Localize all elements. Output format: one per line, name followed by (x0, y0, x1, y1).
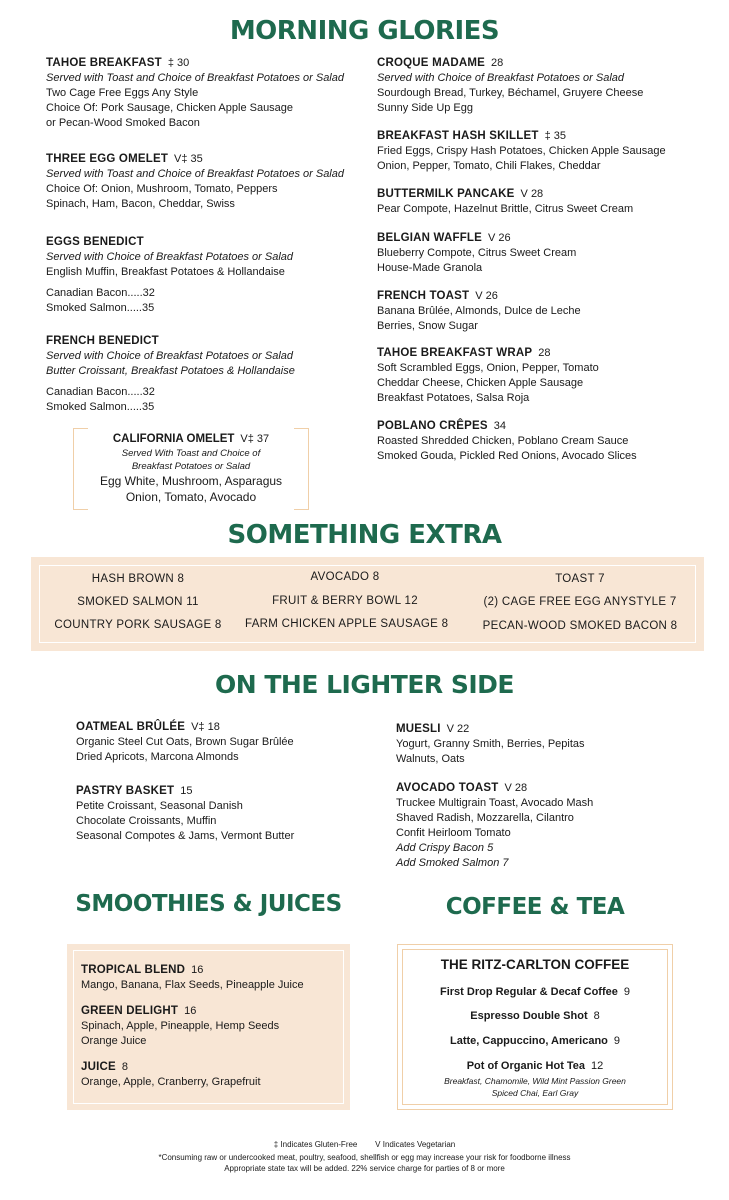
item-desc: Seasonal Compotes & Jams, Vermont Butter (76, 830, 295, 842)
extra-item: FARM CHICKEN APPLE SAUSAGE 8 (245, 618, 449, 630)
item-addon: Add Smoked Salmon 7 (396, 857, 509, 869)
item-desc: Blueberry Compote, Citrus Sweet Cream (377, 247, 577, 259)
extra-item: PECAN-WOOD SMOKED BACON 8 (482, 620, 678, 632)
item-name: BELGIAN WAFFLE (377, 232, 483, 244)
item-note: Breakfast Potatoes or Salad (131, 461, 251, 472)
menu-item-muesli (396, 722, 585, 767)
menu-item-tahoe-breakfast (46, 56, 344, 131)
item-note: Butter Croissant, Breakfast Potatoes & Hollandaise (46, 365, 295, 377)
item-price: ‡ 35 (544, 130, 566, 142)
menu-item-tahoe-breakfast-wrap (377, 346, 599, 406)
item-desc: Organic Steel Cut Oats, Brown Sugar Brûlée (76, 736, 294, 748)
item-desc: Confit Heirloom Tomato (396, 827, 511, 839)
section-title-smoothies-juices: SMOOTHIES & JUICES (75, 891, 342, 917)
item-name: CALIFORNIA OMELET (112, 433, 235, 445)
item-desc: Dried Apricots, Marcona Almonds (76, 751, 239, 763)
item-price: 28 (491, 57, 504, 69)
extra-item: TOAST 7 (555, 573, 605, 585)
item-desc: Walnuts, Oats (396, 753, 465, 765)
item-option: Smoked Salmon.....35 (46, 302, 155, 314)
item-desc: Smoked Gouda, Pickled Red Onions, Avocado Slices (377, 450, 637, 462)
item-desc: or Pecan-Wood Smoked Bacon (46, 117, 200, 129)
item-price: V 26 (488, 232, 511, 244)
extra-item: (2) CAGE FREE EGG ANYSTYLE 7 (483, 596, 677, 608)
item-price: 8 (593, 1010, 600, 1022)
item-desc: Chocolate Croissants, Muffin (76, 815, 217, 827)
footer-legend: ‡ Indicates Gluten-Free V Indicates Vegetarian (273, 1140, 456, 1149)
item-name: TAHOE BREAKFAST (46, 57, 162, 69)
menu-item-belgian-waffle (377, 231, 576, 276)
item-price: 28 (538, 347, 551, 359)
extra-item: FRUIT & BERRY BOWL 12 (272, 595, 418, 607)
item-note: Served with Toast and Choice of Breakfast Potatoes or Salad (46, 72, 344, 84)
item-name: GREEN DELIGHT (81, 1005, 179, 1017)
item-name: JUICE (81, 1061, 116, 1073)
item-name: Latte, Cappuccino, Americano (449, 1035, 608, 1047)
item-note: Served With Toast and Choice of (121, 448, 261, 459)
coffee-heading: THE RITZ-CARLTON COFFEE (440, 957, 630, 972)
tea-note: Spiced Chai, Earl Gray (491, 1088, 579, 1098)
item-note: Served with Choice of Breakfast Potatoes or Salad (377, 72, 625, 84)
coffee-item (398, 1035, 672, 1047)
extra-item: COUNTRY PORK SAUSAGE 8 (54, 619, 222, 631)
menu-item-juice (81, 1060, 261, 1090)
section-title-coffee-tea: COFFEE & TEA (445, 894, 625, 920)
item-price: 9 (613, 1035, 621, 1047)
item-desc: Shaved Radish, Mozzarella, Cilantro (396, 812, 574, 824)
item-desc: Spinach, Apple, Pineapple, Hemp Seeds (81, 1020, 280, 1032)
item-desc: Yogurt, Granny Smith, Berries, Pepitas (396, 738, 585, 750)
item-price: V‡ 37 (240, 433, 270, 445)
menu-item-pastry-basket (76, 784, 294, 844)
item-desc: Orange Juice (81, 1035, 147, 1047)
item-option: Smoked Salmon.....35 (46, 401, 155, 413)
item-desc: Mango, Banana, Flax Seeds, Pineapple Juice (81, 979, 304, 991)
item-name: THREE EGG OMELET (46, 153, 169, 165)
item-price: 15 (180, 785, 193, 797)
item-name: POBLANO CRÊPES (377, 420, 488, 432)
extra-item: HASH BROWN 8 (91, 573, 185, 585)
item-desc: Choice Of: Pork Sausage, Chicken Apple Sausage (46, 102, 294, 114)
menu-item-poblano-crepes (377, 419, 637, 464)
item-desc: Spinach, Ham, Bacon, Cheddar, Swiss (46, 198, 235, 210)
item-price: V 28 (504, 782, 528, 794)
coffee-panel (397, 944, 673, 1110)
item-name: TAHOE BREAKFAST WRAP (377, 347, 533, 359)
item-price: 16 (191, 964, 204, 976)
footer-tax-note: Appropriate state tax will be added. 22% service charge for parties of 8 or more (224, 1164, 505, 1173)
item-name: TROPICAL BLEND (81, 964, 186, 976)
item-desc: Choice Of: Onion, Mushroom, Tomato, Peppers (46, 183, 278, 195)
item-desc: Banana Brûlée, Almonds, Dulce de Leche (377, 305, 581, 317)
item-name: AVOCADO TOAST (396, 782, 499, 794)
item-price: ‡ 30 (167, 57, 190, 69)
extra-item: AVOCADO 8 (310, 571, 380, 583)
menu-item-french-toast (377, 289, 581, 334)
item-price: 9 (623, 986, 630, 998)
tea-note: Breakfast, Chamomile, Wild Mint Passion Green (444, 1076, 626, 1086)
coffee-item (398, 1060, 672, 1072)
item-name: BREAKFAST HASH SKILLET (377, 130, 539, 142)
item-desc: Sourdough Bread, Turkey, Béchamel, Gruyere Cheese (377, 87, 644, 99)
item-name: Pot of Organic Hot Tea (466, 1060, 586, 1072)
item-name: MUESLI (396, 723, 441, 735)
item-option: Canadian Bacon.....32 (46, 386, 155, 398)
item-addon: Add Crispy Bacon 5 (396, 842, 494, 854)
menu-item-three-egg-omelet (46, 152, 344, 212)
menu-item-french-benedict (46, 334, 295, 415)
item-desc: Orange, Apple, Cranberry, Grapefruit (81, 1076, 261, 1088)
item-price: V 22 (446, 723, 470, 735)
item-note: Served with Choice of Breakfast Potatoes or Salad (46, 350, 294, 362)
item-price: V‡ 35 (174, 153, 203, 165)
item-desc: Cheddar Cheese, Chicken Apple Sausage (377, 377, 584, 389)
item-desc: Truckee Multigrain Toast, Avocado Mash (396, 797, 594, 809)
item-note: Served with Choice of Breakfast Potatoes or Salad (46, 251, 294, 263)
item-desc: House-Made Granola (377, 262, 483, 274)
item-price: 16 (184, 1005, 197, 1017)
item-desc: Two Cage Free Eggs Any Style (46, 87, 199, 99)
menu-item-croque-madame (377, 56, 643, 116)
item-price: 8 (121, 1061, 128, 1073)
item-desc: Roasted Shredded Chicken, Poblano Cream Sauce (377, 435, 629, 447)
item-name: FRENCH TOAST (377, 290, 470, 302)
item-price: V 26 (475, 290, 498, 302)
menu-item-oatmeal-brulee (76, 720, 294, 765)
item-name: CROQUE MADAME (377, 57, 486, 69)
item-desc: Sunny Side Up Egg (377, 102, 474, 114)
item-desc: Pear Compote, Hazelnut Brittle, Citrus Sweet Cream (377, 203, 634, 215)
item-desc: Egg White, Mushroom, Asparagus (99, 474, 283, 488)
item-option: Canadian Bacon.....32 (46, 287, 155, 299)
item-name: OATMEAL BRÛLÉE (76, 721, 186, 733)
item-desc: Berries, Snow Sugar (377, 320, 478, 332)
item-name: FRENCH BENEDICT (46, 335, 159, 347)
extra-item: SMOKED SALMON 11 (77, 596, 199, 608)
item-note: Served with Toast and Choice of Breakfast Potatoes or Salad (46, 168, 344, 180)
item-desc: Onion, Pepper, Tomato, Chili Flakes, Cheddar (377, 160, 601, 172)
item-desc: Soft Scrambled Eggs, Onion, Pepper, Tomato (377, 362, 599, 374)
menu-item-buttermilk-pancake (377, 187, 633, 217)
item-price: V‡ 18 (191, 721, 220, 733)
item-price: V 28 (520, 188, 544, 200)
menu-item-eggs-benedict (46, 235, 293, 316)
item-name: First Drop Regular & Decaf Coffee (440, 986, 618, 998)
item-desc: Onion, Tomato, Avocado (125, 490, 257, 504)
item-desc: Breakfast Potatoes, Salsa Roja (377, 392, 530, 404)
coffee-item (398, 1010, 672, 1022)
item-price: 12 (591, 1060, 604, 1072)
menu-item-avocado-toast (396, 781, 593, 871)
section-title-something-extra: SOMETHING EXTRA (227, 520, 502, 550)
menu-item-tropical-blend (81, 963, 304, 993)
item-desc: English Muffin, Breakfast Potatoes & Hollandaise (46, 266, 285, 278)
item-name: PASTRY BASKET (76, 785, 175, 797)
item-name: BUTTERMILK PANCAKE (377, 188, 515, 200)
footer-disclaimer: *Consuming raw or undercooked meat, poultry, seafood, shellfish or egg may increase your risk for foodborne illness (158, 1153, 571, 1162)
coffee-item (398, 986, 672, 998)
item-name: Espresso Double Shot (470, 1010, 588, 1022)
section-title-lighter-side: ON THE LIGHTER SIDE (214, 670, 515, 699)
menu-item-green-delight (81, 1004, 279, 1049)
item-price: 34 (493, 420, 507, 432)
item-desc: Petite Croissant, Seasonal Danish (76, 800, 243, 812)
menu-item-breakfast-hash-skillet (377, 129, 666, 174)
item-name: EGGS BENEDICT (46, 236, 144, 248)
menu-item-california-omelet (73, 428, 309, 508)
section-title-morning-glories: MORNING GLORIES (229, 16, 500, 46)
item-desc: Fried Eggs, Crispy Hash Potatoes, Chicken Apple Sausage (377, 145, 666, 157)
